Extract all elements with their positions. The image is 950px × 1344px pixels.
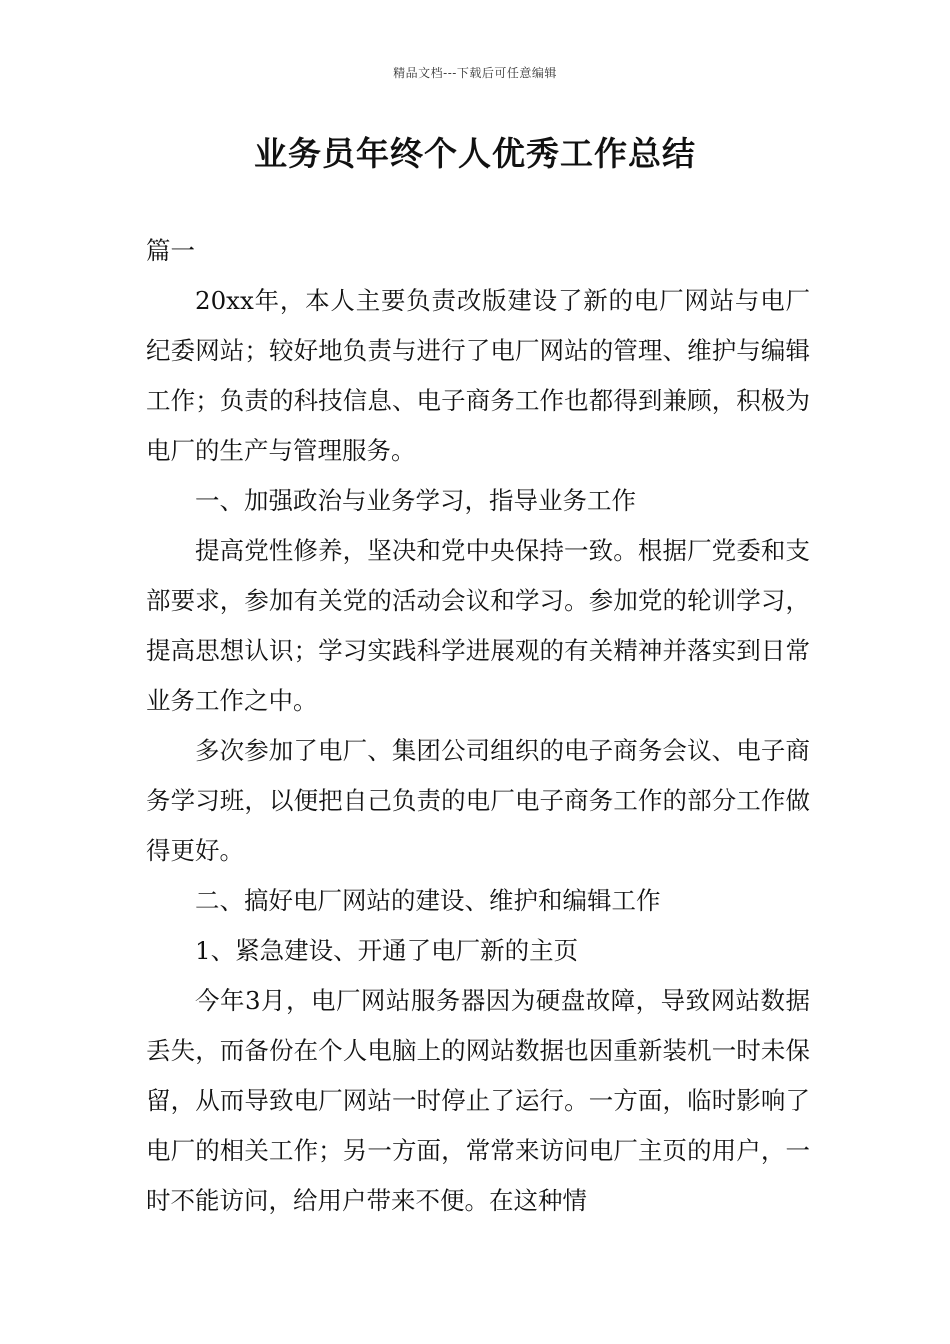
subsection-heading: 1、紧急建设、开通了电厂新的主页 [195, 936, 579, 965]
document-body [146, 226, 810, 1226]
section-heading: 一、加强政治与业务学习，指导业务工作 [195, 486, 636, 515]
section-heading: 二、搞好电厂网站的建设、维护和编辑工作 [195, 886, 661, 915]
header-note: 精品文档---下载后可任意编辑 [393, 66, 557, 80]
paragraph-section-label: 篇一 [146, 236, 195, 265]
paragraph: 今年3月，电厂网站服务器因为硬盘故障，导致网站数据丢失，而备份在个人电脑上的网站数据也因重新装机一时未保留，从而导致电厂网站一时停止了运行。一方面，临时影响了电厂的相关工作；另一方面，常常来访问电厂主页的用户，一时不能访问，给用户带来不便。在这种情 [146, 986, 810, 1215]
paragraph: 多次参加了电厂、集团公司组织的电子商务会议、电子商务学习班，以便把自己负责的电厂电子商务工作的部分工作做得更好。 [146, 736, 810, 865]
paragraph: 20xx年，本人主要负责改版建设了新的电厂网站与电厂纪委网站；较好地负责与进行了电厂网站的管理、维护与编辑工作；负责的科技信息、电子商务工作也都得到兼顾，积极为电厂的生产与管理服务。 [146, 286, 810, 465]
paragraph: 提高党性修养，坚决和党中央保持一致。根据厂党委和支部要求，参加有关党的活动会议和学习。参加党的轮训学习，提高思想认识；学习实践科学进展观的有关精神并落实到日常业务工作之中。 [146, 536, 810, 715]
document-title: 业务员年终个人优秀工作总结 [254, 134, 696, 173]
